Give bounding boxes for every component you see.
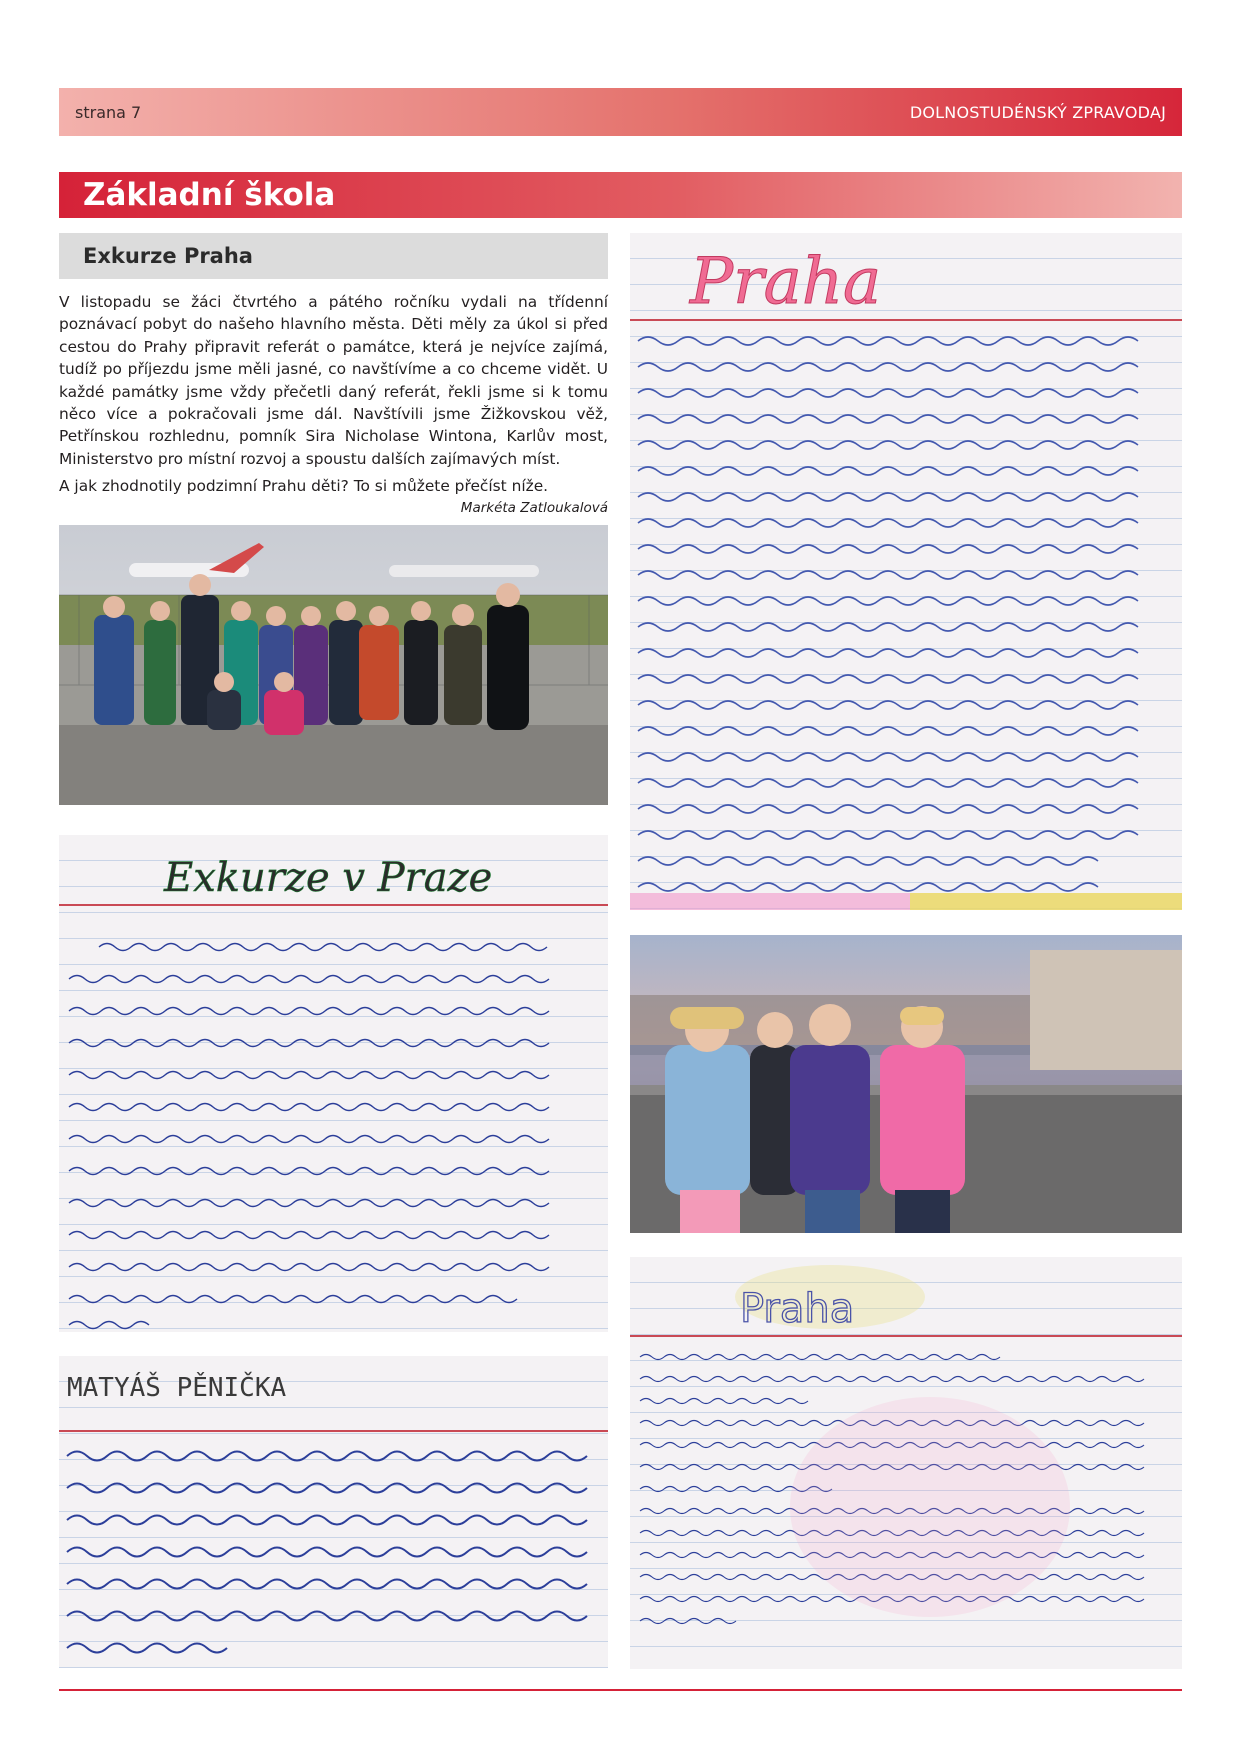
section-header [59, 172, 1182, 218]
sheet-title: Praha [690, 245, 882, 319]
handwritten-sheet-praha [630, 233, 1182, 910]
journal-name: DOLNOSTUDÉNSKÝ ZPRAVODAJ [909, 102, 1166, 122]
section-title: Základní škola [83, 177, 336, 213]
page-header [59, 88, 1182, 136]
footer-rule [59, 1689, 1182, 1691]
article-header [59, 233, 608, 279]
article-paragraph: A jak zhodnotily podzimní Prahu děti? To si můžete přečíst níže. [59, 477, 549, 496]
handwritten-sheet-matyas [59, 1356, 608, 1668]
sheet-title: Praha [740, 1286, 855, 1332]
article-author: Markéta Zatloukalová [460, 500, 608, 516]
sheet-title: Exkurze v Praze [164, 855, 493, 901]
article-title: Exkurze Praha [83, 244, 253, 268]
sheet-author-name: MATYÁŠ PĚNIČKA [67, 1373, 287, 1403]
page-number: strana 7 [75, 102, 142, 122]
handwritten-sheet-praha-2 [630, 1257, 1182, 1669]
handwritten-sheet-exkurze [59, 835, 608, 1332]
article-body [59, 291, 608, 498]
group-photo-bridge [630, 935, 1182, 1233]
handwriting-scribble [630, 233, 1182, 910]
group-photo-airport [59, 525, 608, 805]
article-paragraph: V listopadu se žáci čtvrtého a pátého ročníku vydali na třídenní poznávací pobyt do našeho hlavního města. Děti měly za úkol si před cestou do Prahy připravit referát o památce, která je nejvíce zajímá, tudíž po příjezdu jsme měli jasné, co navštívíme a co chceme vidět. U každé památky jsme vždy přečetli daný referát, řekli jsme si k tomu něco více a pokračovali jsme dál. Navštívili jsme Žižkovskou věž, Petřínskou rozhlednu, pomník Sira Nicholase Wintona, Karlův most, Ministerstvo pro místní rozvoj a spoustu dalších zajímavých míst. [59, 293, 608, 468]
